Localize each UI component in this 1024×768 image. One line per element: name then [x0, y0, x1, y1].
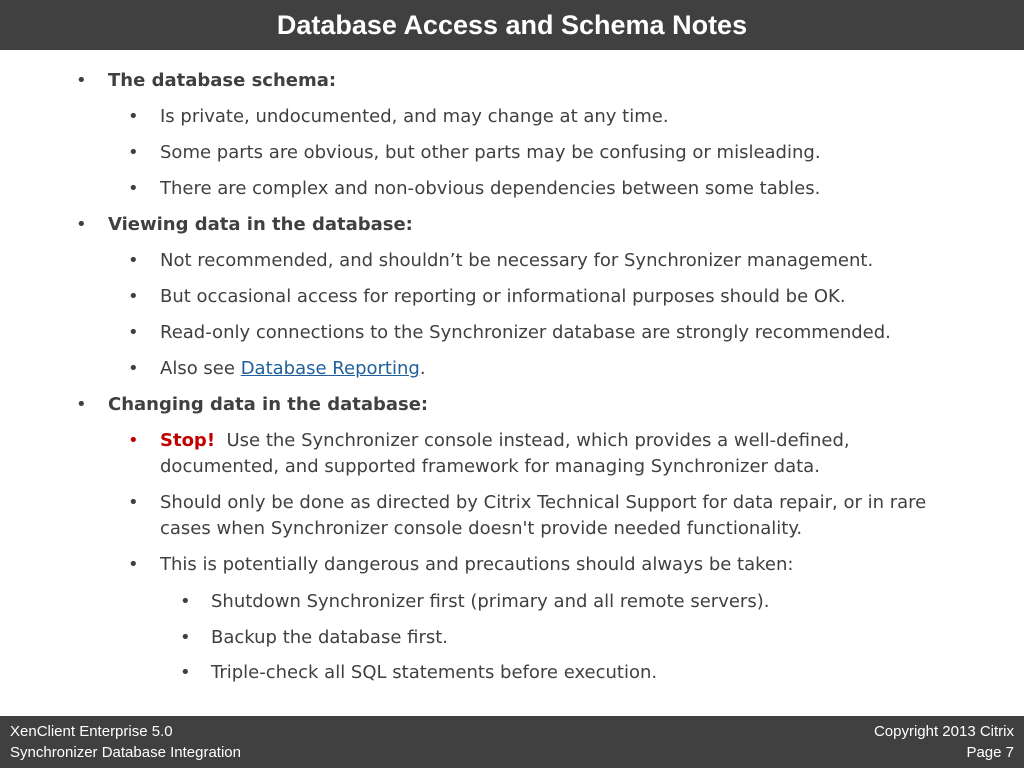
slide-title: Database Access and Schema Notes [276, 9, 748, 40]
footer-left [10, 721, 241, 763]
footer-page-number: Page 7 [966, 744, 1014, 761]
footer-subtitle: Synchronizer Database Integration [10, 744, 241, 761]
bullet-dot: • [76, 70, 87, 91]
title-bar [0, 0, 1024, 50]
stop-label: Stop! [160, 430, 216, 451]
footer-copyright: Copyright 2013 Citrix [873, 723, 1014, 740]
heading-viewing: Viewing data in the database: [108, 214, 413, 235]
footer-right [874, 721, 1014, 763]
database-reporting-link[interactable]: Database Reporting [240, 358, 420, 379]
heading-schema: The database schema: [108, 70, 337, 91]
footer-product: XenClient Enterprise 5.0 [10, 723, 173, 740]
footer-bar [0, 716, 1024, 768]
heading-changing: Changing data in the database: [108, 394, 429, 415]
